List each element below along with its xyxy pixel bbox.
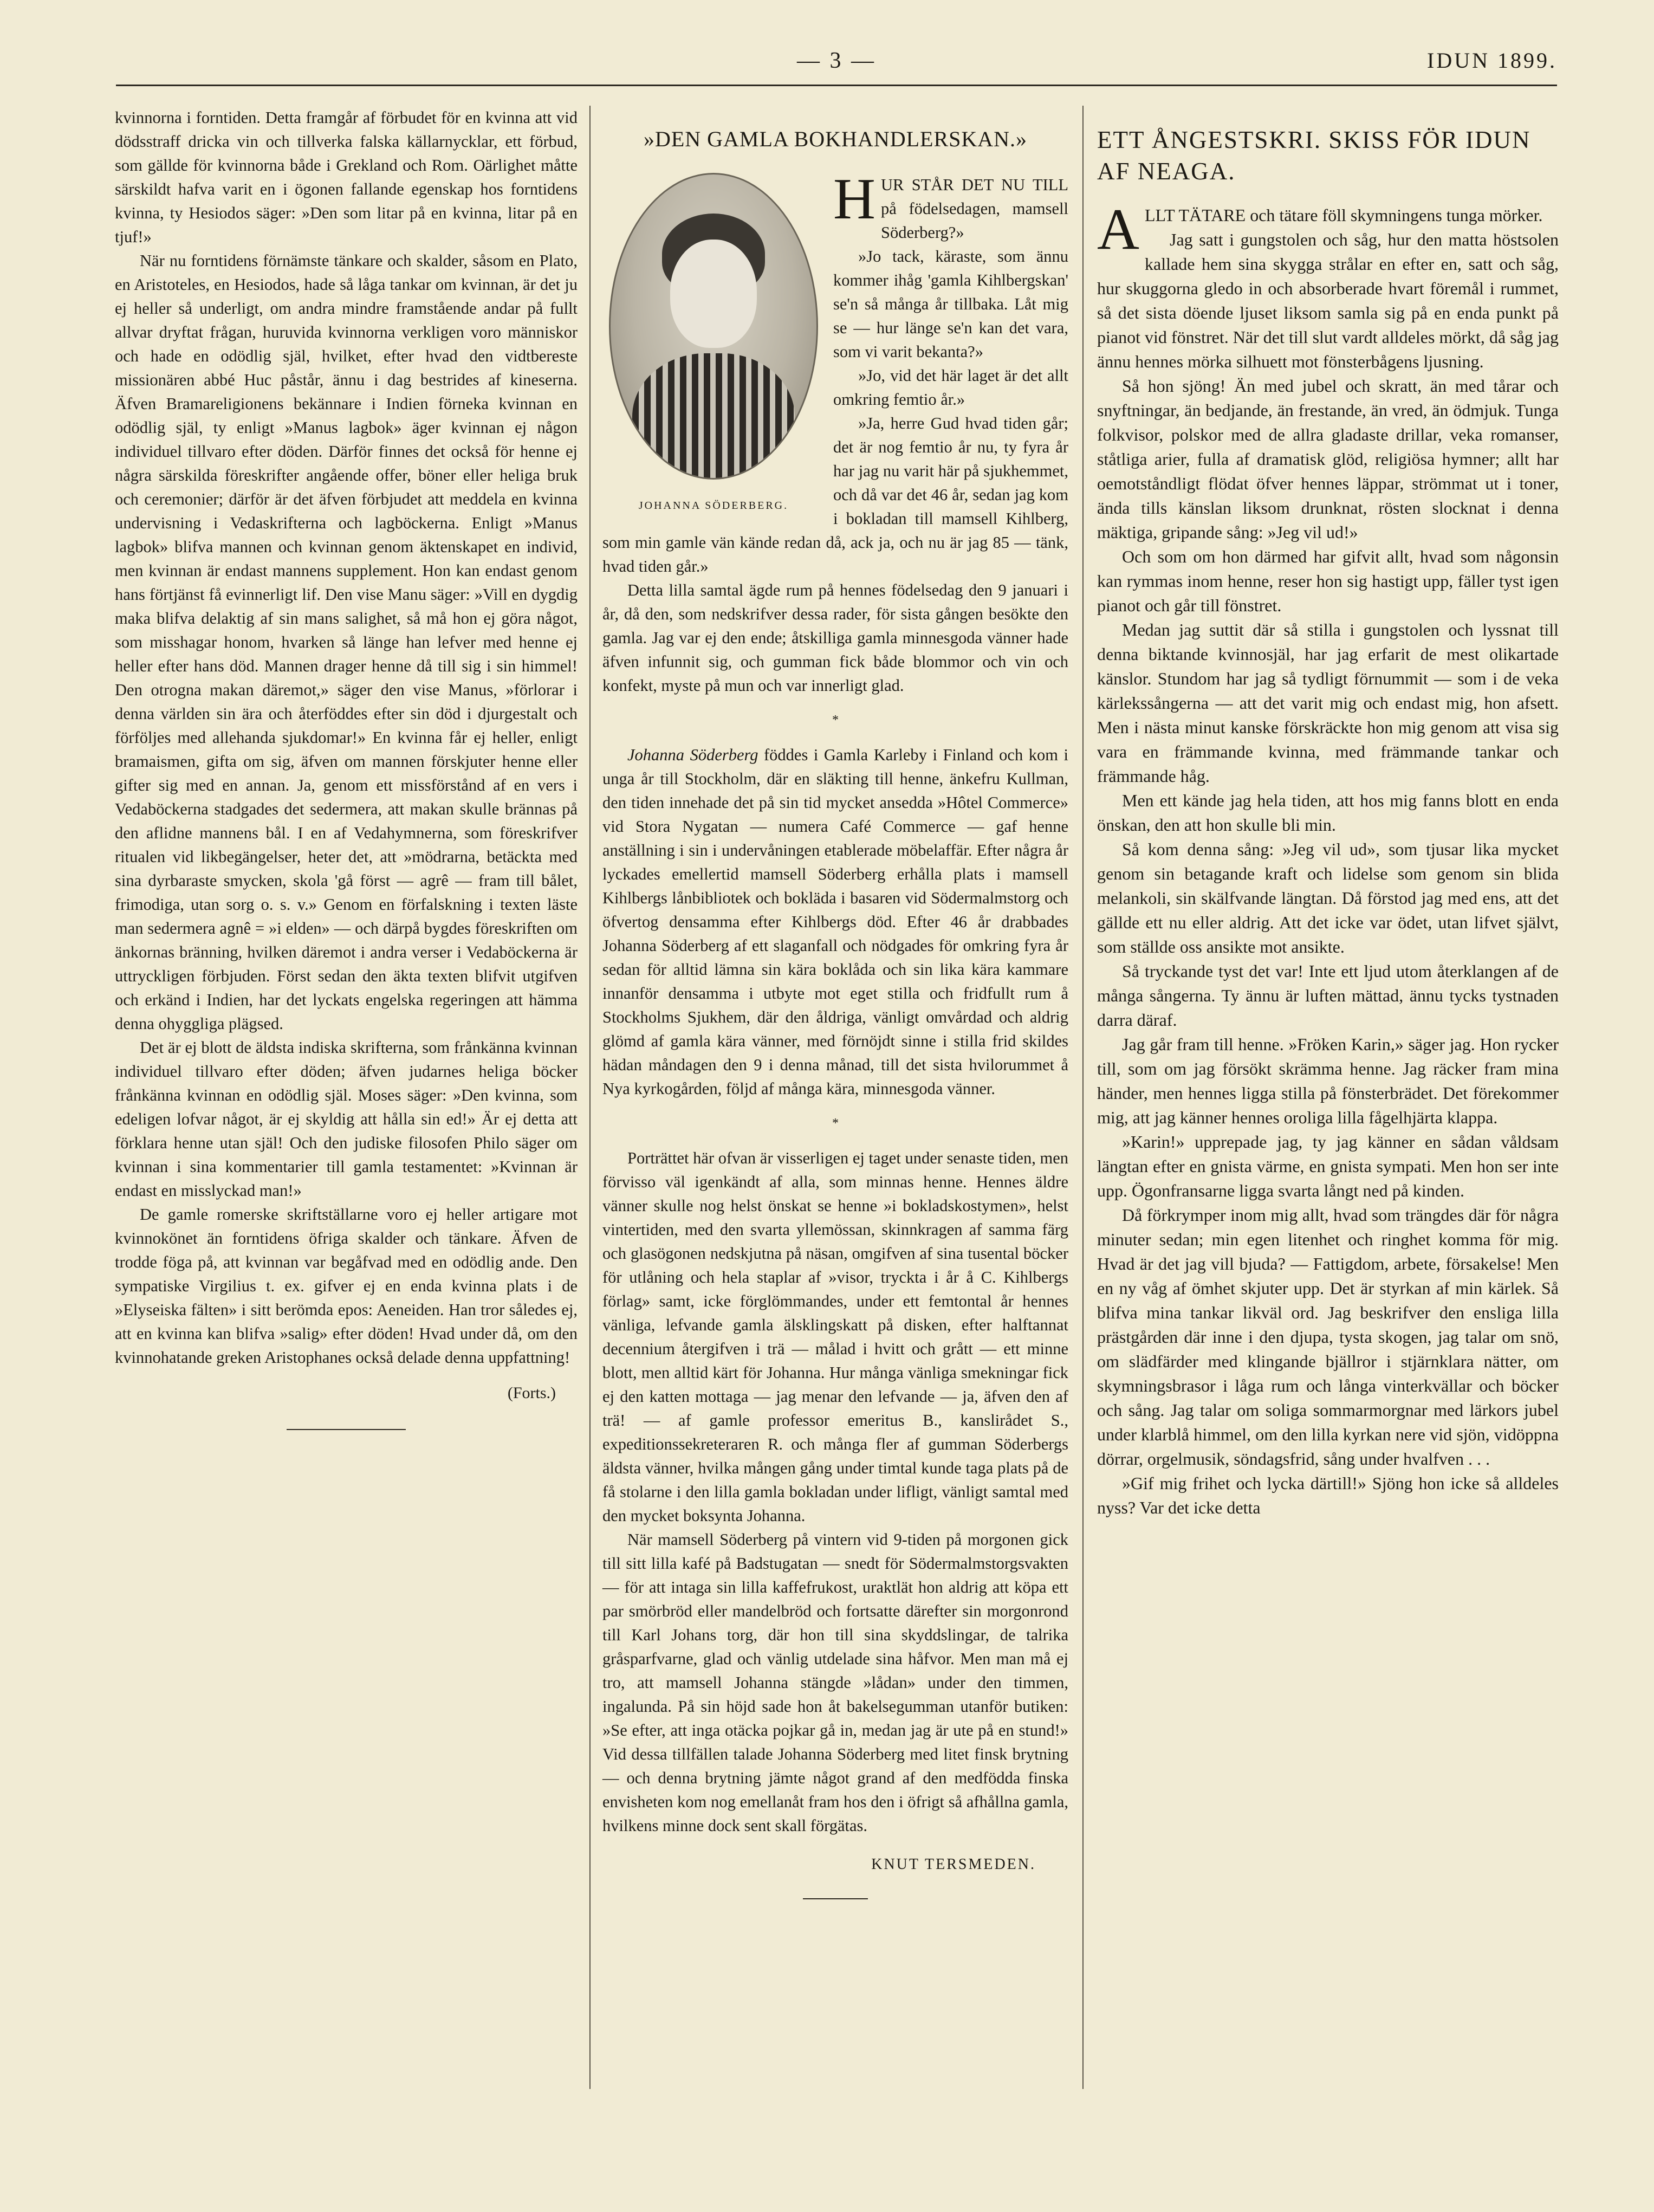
story-paragraph: Men ett kände jag hela tiden, att hos mig fanns blott en enda önskan, den att hon skulle bli min. — [1097, 791, 1559, 835]
continued-note: (Forts.) — [507, 1384, 556, 1402]
header-rule — [116, 85, 1557, 86]
article-paragraph: Det är ej blott de äldsta indiska skrifterna, som frånkänna kvinnan individuel tillvaro efter döden; äfven judarnes heliga böcker frånkänna kvinnan en odödlig själ. Moses säger: »Den kvinna, som edeligen lofvar något, är ej skyldig att hålla sin ed!» Är ej detta att förklara henne utan själ! Och den judiske filosofen Philo säger om kvinnan i sina kommentarier till gamla testamentet: »Kvinnan är endast en misslyckad man!» — [115, 1038, 578, 1200]
portrait-caption: JOHANNA SÖDERBERG. — [638, 500, 789, 512]
portrait-figure — [602, 173, 825, 518]
story-paragraph: Jag satt i gungstolen och såg, hur den matta höstsolen kallade hem sina skygga strålar en efter en, satt och såg, hur skuggorna gledo in och absorberade hvart föremål i rummet, så det sista döende ljuset liksom samla sig på en enda punkt på pianot vid fönstret. När det till slut vardt alldeles mörkt, då såg jag ännu hennes mörka silhuett mot fönsterbågens ljusning. — [1097, 230, 1559, 371]
page-number: — 3 — — [797, 48, 876, 73]
story-paragraph: Medan jag suttit där så stilla i gungstolen och lyssnat till denna biktande kvinnosjäl, har jag erfarit de mest olikartade känslor. Stundom har jag så tydligt förnummit — som i de veka kärlekssångerna — att det varit mig och endast mig, hon afsett. Men i nästa minut kanske förskräckte hon mig genom att visa sig vara en främmande kvinna, med främmande tankar och främmande håg. — [1097, 620, 1559, 786]
story-paragraph: Så hon sjöng! Än med jubel och skratt, än med tårar och snyftningar, än bedjande, än frestande, än vred, än ödmjuk. Tunga folkvisor, polskor med de allra gladaste drillar, veka romanser, ståtliga arier, fulla af dramatisk glöd, religiösa hymner; allt har oemotståndligt flödat öfver hennes läppar, strömmat ut i toner, ända tills känslan liksom drunknat, rösten slocknat i denna mäktiga, gripande sång: »Jeg vil ud!» — [1097, 376, 1559, 542]
magazine-title: IDUN 1899. — [1427, 48, 1557, 73]
article-paragraph: De gamle romerske skriftställarne voro ej heller artigare mot kvinnokönet än forntidens öfriga skalder och tänkare. Äfven de trodde föga på, att kvinnan var begåfvad med en odödlig ande. Den sympatiske Virgilius t. ex. gifver ej en enda kvinna plats i de »Elyseiska fälten» i sitt berömda epos: Aeneiden. Han tror således ej, att en kvinna kan blifva »salig» efter döden! Hvad under då, om den kvinnohatande greken Aristophanes också delade denna uppfattning! — [115, 1205, 578, 1367]
story-opening — [1097, 197, 1559, 262]
column-3 — [1097, 106, 1559, 1520]
section-separator: * — [832, 1116, 839, 1130]
portrait-dress — [632, 353, 795, 480]
story-opening-text: LLT TÄTARE och tätare föll skymningens tunga mörker. — [1145, 205, 1543, 225]
drop-cap: H — [833, 167, 875, 231]
story-paragraph: Då förkrymper inom mig allt, hvad som trängdes där för några minuter sedan; min egen litenhet och ringhet komma för mig. Hvad är det jag vill bjuda? — Fattigdom, arbete, försakelse! Men en ny våg af ömhet skjuter upp. Det är styrkan af min kärlek. Så blifva mina tankar likväl ord. Jag beskrifver den ensliga lilla prästgården där inne i den djupa, tysta skogen, jag talar om snö, om slädfärder med klingande bjällror i stjärnklara nätter, om skymningsbrasor i låga rum och långa vinterkvällar och böcker och sång. Jag talar om soliga sommarmorgnar med lärkors jubel under klarblå himmel, om den lilla kyrkan nere vid sjön, vidöppna dörrar, orgelmusik, söndagsfrid, sång under hvalfven . . . — [1097, 1205, 1559, 1469]
author-signature: KNUT TERSMEDEN. — [871, 1856, 1036, 1873]
story-title: ETT ÅNGESTSKRI. SKISS FÖR IDUN AF NEAGA. — [1097, 126, 1531, 185]
end-rule — [287, 1429, 406, 1430]
article-paragraph: När mamsell Söderberg på vintern vid 9-tiden på morgonen gick till sitt lilla kafé på Badstugatan — snedt för Södermalmstorgsvakten — för att intaga sin lilla kaffefrukost, uraktlät hon aldrig att köpa ett par smörbröd eller mandelbröd och fortsatte därefter sin morgonrond till Karl Johans torg, där hon till sina skyddslingar, de talrika gråsparfvarne, glad och vänlig utdelade sina håfvor. Men man må ej tro, att mamsell Johanna stängde »lådan» under den timmen, ingalunda. På sin höjd sade hon åt bakelsegumman utanför butiken: »Se efter, att inga otäcka pojkar gå in, medan jag är ute på en stund!» Vid dessa tillfällen talade Johanna Söderberg med litet finsk brytning — och denna brytning jämte något grand af den medfödda finska envisheten kom nog emellanåt fram hos den i öfrigt så afhållna gamla, hvilkens minne dock sent skall förgätas. — [602, 1530, 1068, 1835]
story-paragraph: »Gif mig frihet och lycka därtill!» Sjöng hon icke så alldeles nyss? Var det icke detta — [1097, 1473, 1559, 1517]
column-2 — [602, 106, 1068, 1899]
portrait-image — [609, 173, 818, 480]
biography-paragraph — [602, 743, 1068, 1101]
story-paragraph: Och som om hon därmed har gifvit allt, hvad som någonsin kan rymmas inom henne, reser hon sig hastigt upp, fäller tyst igen pianot och går till fönstret. — [1097, 547, 1559, 615]
story-paragraph: Så kom denna sång: »Jeg vil ud», som tjusar lika mycket genom sin betagande kraft och lidelse som genom sin blida melankoli, sin skälfvande längtan. Då förstod jag med ens, att det gällde ett nu eller aldrig. Att det icke var ödet, utan lifvet självt, som ställde oss ansikte mot ansikte. — [1097, 839, 1559, 956]
column-divider-1 — [589, 106, 591, 2089]
article-paragraph: kvinnorna i forntiden. Detta framgår af förbudet för en kvinna att vid dödsstraff dricka vin och tillverka falska källarnycklar, ett förbud, som gällde för kvinnorna både i Grekland och Rom. Oärlighet måtte särskildt hafva varit en i ögonen fallande egenskap hos forntidens kvinna, ty Hesiodos säger: »Den som litar på en kvinna, litar på en tjuf!» — [115, 108, 578, 246]
page-header — [116, 48, 1557, 80]
section-separator: * — [832, 713, 839, 727]
column-divider-2 — [1082, 106, 1084, 2089]
column-1 — [115, 106, 578, 1430]
dialogue-line: »Jo, vid det här laget är det allt omkring femtio år.» — [833, 366, 1068, 409]
biography-text: föddes i Gamla Karleby i Finland och kom i unga år till Stockholm, där en släkting till henne, änkefru Kullman, den tiden innehade det på sin tid mycket ansedda »Hôtel Commerce» vid Stora Nygatan — numera Café Commerce — gaf henne anställning i sin i undervåningen etablerade möbelaffär. Efter några år lyckades emellertid mamsell Söderberg erhålla plats i mamsell Kihlbergs lånbibliotek och bokläda i basaren vid Södermalmstorg och öfvertog densamma efter Kihlbergs död. Efter 46 år drabbades Johanna Söderberg af ett slaganfall och nödgades för omkring fyra år sedan för alltid lämna sin kära boklåda och sin lika kära kammare innanför densamma i utbyte mot eget stilla och fridfullt rum å Stockholms Sjukhem, där den åldriga, vänligt omvårdad och aldrig glömd af gamla kära vänner, med förnöjdt sinne i stilla frid skildes hädan måndagen den 9 i denna månad, till det sista hvilorummet å Nya kyrkogården, följd af många kära, minnesgoda vänner. — [602, 746, 1068, 1098]
end-rule — [803, 1898, 868, 1899]
article-paragraph: Detta lilla samtal ägde rum på hennes födelsedag den 9 januari i år, då den, som nedskrifver dessa rader, för sista gången besökte den gamla. Jag var ej den ende; åtskilliga gamla minnesgoda vänner hade äfven infunnit sig, och gumman fick både blommor och vin och konfekt, myste på mun och var innerligt glad. — [602, 581, 1068, 695]
article-paragraph: Porträttet här ofvan är visserligen ej taget under senaste tiden, men förvisso väl igenkändt af alla, som minnas henne. Hennes äldre vänner skulle nog helst önskat se henne »i bokladskostymen», helst vintertiden, med den svarta yllemössan, skinnkragen af samma färg och glasögonen nedskjutna på näsan, omgifven af sina tusental böcker för utlåning och hela staplar af »visor, tryckta i år å C. Kihlbergs förlag» samt, icke förglömmandes, under ett femtontal år hennes vänliga, lefvande gamla älsklingskatt på disken, efter halftannat decennium återgifven i trä — målad i hvitt och grått — ett minne blott, men alltid kärt för Johanna. Hur många vänliga smekningar fick ej den katten mottaga — jag menar den lefvande — ja, äfven den af trä! — af gamle professor emeritus B., kanslirådet S., expeditionssekreteraren R. och många fler af gumman Söderbergs äldsta vänner, hvilka mången gång under timtal kunde taga plats på de få stolarne i den lilla gamla bokladan under lifligt, vänligt samtal med den mycket boksynta Johanna. — [602, 1149, 1068, 1525]
dialogue-line: »Ja, herre Gud hvad tiden går; det är nog femtio år nu, ty fyra år har jag nu varit här på sjukhemmet, och då var det 46 år, sedan jag kom i bokladan till mamsell Kihlberg, som min gamle vän kände redan då, ack ja, och nu är jag 85 — tänk, hvad tiden går.» — [602, 414, 1068, 575]
story-paragraph: Så tryckande tyst det var! Inte ett ljud utom återklangen af de många sångerna. Ty ännu är luften mättad, ännu tycks tystnaden darra däraf. — [1097, 961, 1559, 1030]
drop-cap: A — [1097, 197, 1139, 262]
dialogue-line: »Jo tack, käraste, som ännu kommer ihåg 'gamla Kihlbergskan' se'n så många år tillbaka. Låt mig se — hur länge se'n kan det vara, som vi varit bekanta?» — [833, 247, 1068, 361]
biography-name: Johanna Söderberg — [627, 746, 758, 764]
article-paragraph: När nu forntidens förnämste tänkare och skalder, såsom en Plato, en Aristoteles, en Hesiodos, hade så låga tankar om kvinnan, är det ju ej heller så underligt, om andra mindre framstående andar på fullt allvar dryftat frågan, huruvida kvinnorna verkligen voro människor och hade en odödlig själ, hvilket, efter hvad den vidtbereste missionären abbé Huc påstår, ännu i dag bestrides af kineserna. Äfven Bramareligionens bekännare i Indien förneka kvinnan en odödlig själ, ty enligt »Manus lagbok» äger kvinnan ej någon individuel tillvaro efter döden. Därför finnes det också för henne ej några särskilda föreskrifter angående offer, böner eller heliga bruk och ceremonier; därför är det äfven förbjudet att meddela en kvinna undervisning i Vedaskrifterna och lagböckerna. Enligt »Manus lagbok» blifva mannen och kvinnan genom äktenskapet en individ, men kvinnan är endast mannens supplement. Hon kan endast genom hans förtjänst få evinnerligt lif. Den vise Manu säger: »Vill en dygdig maka blifva delaktig af sin mans salighet, så må hon ej göra något, som misshagar honom, hvarken så länge han lefver med henne ej heller efter hans död. Mannen drager henne då till sig i sin himmel! Den otrogna makan däremot,» säger den vise Manus, »förlorar i denna världen sin ära och återföddes efter sin död i djurgestalt och förföljes med allehanda sjukdomar!» En kvinna får ej heller, enligt bramaismen, gifta om sig, äfven om mannen förskjuter henne eller gifter sig med en annan. Ja, genom ett missförstånd af en vers i Vedaböckerna stadgades det sedermera, att makan skulle brännas på den aflidne mannens bål. I en af Vedahymnerna, som föreskrifver ritualen vid likbegängelser, heter det, att »mödrarna, betäckta med sina dyrbaraste smycken, skola 'gå först — agrê — fram till bålet, frimodiga, utan sorg o. s. v.» Genom en förfalskning i texten läste man sedermera agnê = »i elden» — och därpå bygdes föreskriften om änkornas bränning, hvilken däremot i andra verser i Vedaböckerna är uttryckligen förbjuden. Först sedan den äkta texten blifvit utgifven och erkänd i Indien, har det lyckats engelska regeringen att hämma denna ohyggliga plägsed. — [115, 251, 578, 1033]
story-paragraph: »Karin!» upprepade jag, ty jag känner en sådan våldsam längtan efter en gnista värme, en gnista sympati. Men hon ser inte upp. Ögonfransarne ligga svarta långt ned på kinden. — [1097, 1132, 1559, 1200]
story-paragraph: Jag går fram till henne. »Fröken Karin,» säger jag. Hon rycker till, som om jag försökt skrämma henne. Jag räcker fram mina händer, men hennes ligga stilla på fönsterbrädet. Det förekommer mig, att jag känner hennes oroliga lilla fågelhjärta klappa. — [1097, 1034, 1559, 1127]
portrait-face — [670, 240, 757, 348]
article-title: »DEN GAMLA BOKHANDLERSKAN.» — [643, 127, 1028, 151]
dialogue-text: UR STÅR DET NU TILL på födelsedagen, mamsell Söderberg?» — [881, 176, 1068, 242]
